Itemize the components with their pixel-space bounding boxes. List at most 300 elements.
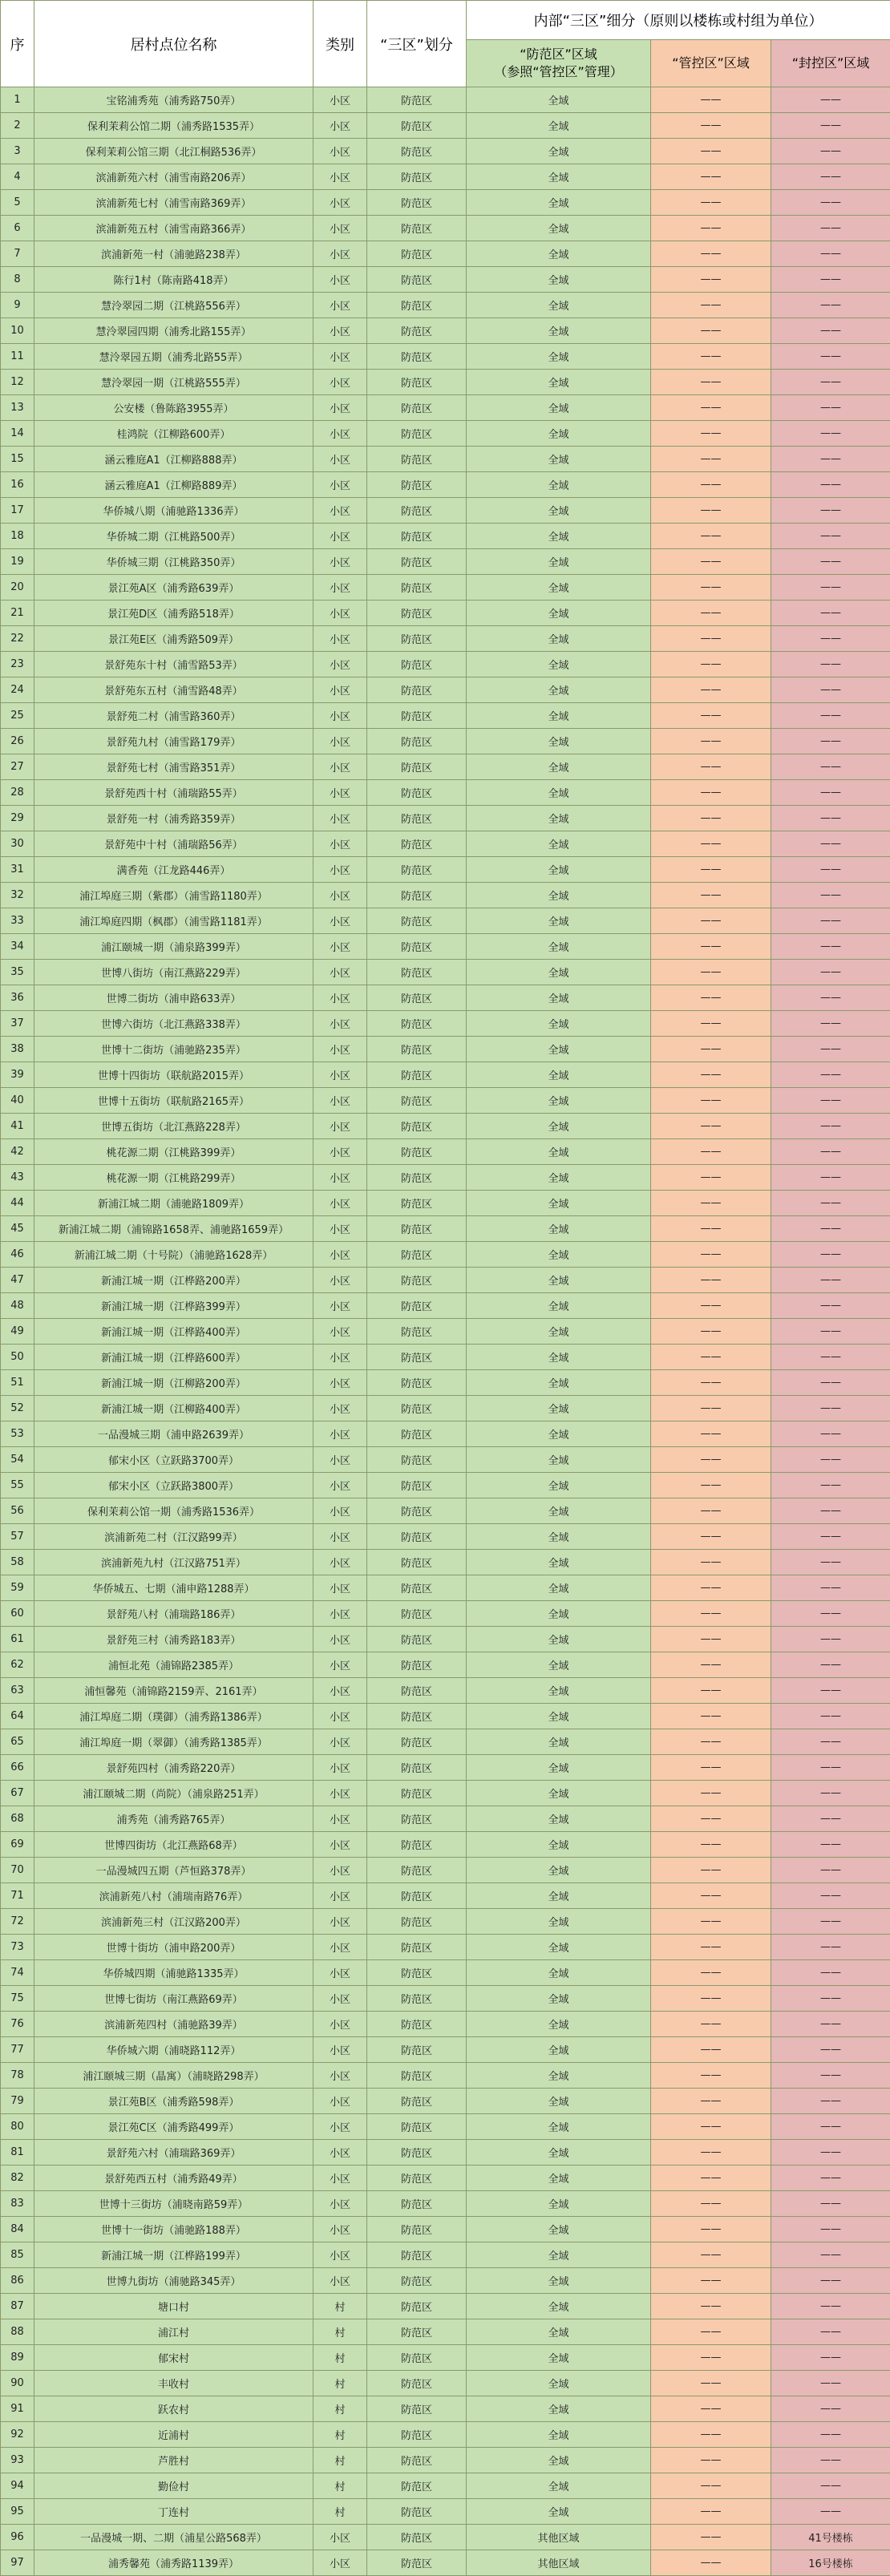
row-type: 小区 [314,985,367,1011]
row-zone: 防范区 [367,1421,467,1447]
row-zone: 防范区 [367,113,467,139]
row-precaution: 全域 [467,806,651,831]
row-name: 景江苑E区（浦秀路509弄） [34,626,314,652]
row-index: 49 [1,1319,34,1345]
row-zone: 防范区 [367,1473,467,1498]
row-name: 塘口村 [34,2294,314,2319]
row-name: 一品漫城四五期（芦恒路378弄） [34,1858,314,1883]
row-index: 17 [1,498,34,524]
row-zone: 防范区 [367,1011,467,1037]
row-control: —— [651,601,771,626]
row-lockdown: —— [771,1062,890,1088]
row-type: 小区 [314,2268,367,2294]
row-index: 43 [1,1165,34,1191]
row-zone: 防范区 [367,1114,467,1139]
row-precaution: 全域 [467,2037,651,2063]
row-precaution: 全域 [467,908,651,934]
row-type: 小区 [314,498,367,524]
row-name: 景舒苑六村（浦瑞路369弄） [34,2140,314,2166]
row-control: —— [651,2550,771,2576]
row-lockdown: —— [771,575,890,601]
row-index: 96 [1,2525,34,2550]
row-index: 72 [1,1909,34,1935]
row-control: —— [651,1062,771,1088]
row-type: 小区 [314,1191,367,1216]
row-precaution: 全域 [467,677,651,703]
row-type: 小区 [314,2140,367,2166]
row-index: 9 [1,293,34,318]
row-index: 79 [1,2089,34,2114]
row-zone: 防范区 [367,2037,467,2063]
row-precaution: 全域 [467,370,651,395]
row-lockdown: —— [771,1883,890,1909]
row-precaution: 全域 [467,1601,651,1627]
row-zone: 防范区 [367,2422,467,2448]
row-index: 28 [1,780,34,806]
table-row [1,1473,890,1498]
row-type: 小区 [314,1755,367,1781]
row-index: 13 [1,395,34,421]
table-row [1,652,890,677]
row-name: 景舒苑西五村（浦秀路49弄） [34,2166,314,2191]
row-type: 小区 [314,677,367,703]
row-zone: 防范区 [367,1986,467,2012]
row-lockdown: —— [771,1088,890,1114]
row-type: 小区 [314,2525,367,2550]
header-precaution [467,40,651,87]
row-index: 56 [1,1498,34,1524]
row-type: 小区 [314,1550,367,1575]
table-row [1,2294,890,2319]
row-lockdown: —— [771,498,890,524]
row-type: 小区 [314,780,367,806]
row-index: 84 [1,2217,34,2242]
row-control: —— [651,2345,771,2371]
row-precaution: 全域 [467,1498,651,1524]
row-zone: 防范区 [367,2242,467,2268]
table-row [1,293,890,318]
row-index: 15 [1,447,34,472]
row-precaution: 全域 [467,1755,651,1781]
row-precaution: 全域 [467,1062,651,1088]
row-lockdown: —— [771,1037,890,1062]
row-type: 村 [314,2371,367,2396]
table-row [1,1216,890,1242]
row-control: —— [651,164,771,190]
table-row [1,1319,890,1345]
row-zone: 防范区 [367,780,467,806]
row-control: —— [651,1268,771,1293]
row-control: —— [651,2422,771,2448]
row-lockdown: —— [771,2037,890,2063]
row-zone: 防范区 [367,908,467,934]
row-lockdown: —— [771,934,890,960]
table-row [1,1575,890,1601]
row-name: 慧泠翠园一期（江桃路555弄） [34,370,314,395]
row-control: —— [651,293,771,318]
row-control: —— [651,1447,771,1473]
row-index: 97 [1,2550,34,2576]
row-name: 新浦江城一期（江桦路199弄） [34,2242,314,2268]
row-control: —— [651,1858,771,1883]
table-row [1,806,890,831]
row-type: 小区 [314,2550,367,2576]
table-row [1,883,890,908]
row-zone: 防范区 [367,370,467,395]
row-index: 93 [1,2448,34,2473]
row-lockdown: —— [771,524,890,549]
row-control: —— [651,1165,771,1191]
row-zone: 防范区 [367,1678,467,1704]
row-zone: 防范区 [367,1088,467,1114]
row-zone: 防范区 [367,87,467,113]
row-lockdown: —— [771,652,890,677]
row-type: 小区 [314,1216,367,1242]
row-precaution: 全域 [467,780,651,806]
row-index: 59 [1,1575,34,1601]
row-name: 景舒苑四村（浦秀路220弄） [34,1755,314,1781]
row-lockdown: —— [771,1268,890,1293]
row-precaution: 全域 [467,318,651,344]
row-control: —— [651,806,771,831]
row-type: 小区 [314,1345,367,1370]
row-type: 小区 [314,1704,367,1729]
row-precaution: 全域 [467,2089,651,2114]
row-precaution: 全域 [467,216,651,241]
row-type: 小区 [314,1114,367,1139]
row-lockdown: —— [771,1832,890,1858]
table-row [1,1524,890,1550]
row-precaution: 全域 [467,1550,651,1575]
table-row [1,370,890,395]
row-precaution: 全域 [467,139,651,164]
row-type: 小区 [314,857,367,883]
row-lockdown: —— [771,2166,890,2191]
row-type: 小区 [314,1421,367,1447]
row-name: 景舒苑七村（浦雪路351弄） [34,754,314,780]
row-precaution: 全域 [467,1704,651,1729]
row-lockdown: —— [771,2089,890,2114]
row-control: —— [651,652,771,677]
row-index: 38 [1,1037,34,1062]
row-zone: 防范区 [367,1062,467,1088]
row-name: 滨浦新苑一村（浦驰路238弄） [34,241,314,267]
row-type: 小区 [314,1729,367,1755]
row-zone: 防范区 [367,2012,467,2037]
row-precaution: 全域 [467,1139,651,1165]
row-index: 40 [1,1088,34,1114]
row-index: 61 [1,1627,34,1652]
table-row [1,2422,890,2448]
row-lockdown: —— [771,883,890,908]
row-zone: 防范区 [367,1319,467,1345]
row-name: 滨浦新苑七村（浦雪南路369弄） [34,190,314,216]
row-lockdown: —— [771,1652,890,1678]
row-lockdown: —— [771,2473,890,2499]
row-type: 小区 [314,164,367,190]
table-row [1,1370,890,1396]
row-lockdown: —— [771,395,890,421]
table-row [1,1858,890,1883]
row-index: 76 [1,2012,34,2037]
row-type: 小区 [314,2012,367,2037]
table-row [1,1011,890,1037]
row-precaution: 全域 [467,1447,651,1473]
table-row [1,1883,890,1909]
row-name: 世博六街坊（北江燕路338弄） [34,1011,314,1037]
row-type: 小区 [314,2063,367,2089]
row-name: 浦江埠庭一期（翠御）（浦秀路1385弄） [34,1729,314,1755]
row-index: 89 [1,2345,34,2371]
row-name: 世博七街坊（南江燕路69弄） [34,1986,314,2012]
row-precaution: 全域 [467,2396,651,2422]
row-control: —— [651,524,771,549]
row-zone: 防范区 [367,190,467,216]
row-zone: 防范区 [367,1242,467,1268]
row-name: 滨浦新苑二村（江汉路99弄） [34,1524,314,1550]
row-precaution: 全域 [467,2422,651,2448]
row-index: 22 [1,626,34,652]
row-name: 景舒苑二村（浦雪路360弄） [34,703,314,729]
row-type: 小区 [314,2166,367,2191]
row-control: —— [651,2371,771,2396]
row-lockdown: —— [771,1729,890,1755]
row-name: 华侨城二期（江桃路500弄） [34,524,314,549]
row-lockdown: —— [771,908,890,934]
table-row [1,703,890,729]
row-index: 82 [1,2166,34,2191]
row-name: 景舒苑一村（浦秀路359弄） [34,806,314,831]
row-control: —— [651,139,771,164]
table-row [1,1191,890,1216]
row-control: —— [651,2448,771,2473]
row-index: 12 [1,370,34,395]
row-lockdown: —— [771,318,890,344]
row-zone: 防范区 [367,2217,467,2242]
row-precaution: 全域 [467,1883,651,1909]
row-control: —— [651,113,771,139]
row-lockdown: —— [771,1216,890,1242]
row-control: —— [651,1986,771,2012]
table-row [1,139,890,164]
row-name: 桃花源一期（江桃路299弄） [34,1165,314,1191]
row-index: 32 [1,883,34,908]
row-zone: 防范区 [367,1268,467,1293]
row-type: 小区 [314,318,367,344]
row-lockdown: —— [771,2499,890,2525]
table-row [1,1498,890,1524]
row-control: —— [651,1935,771,1960]
row-index: 63 [1,1678,34,1704]
row-type: 小区 [314,1781,367,1806]
table-row [1,1832,890,1858]
row-control: —— [651,1781,771,1806]
row-index: 1 [1,87,34,113]
row-name: 景江苑C区（浦秀路499弄） [34,2114,314,2140]
row-type: 小区 [314,190,367,216]
row-name: 华侨城五、七期（浦申路1288弄） [34,1575,314,1601]
table-row [1,1268,890,1293]
row-lockdown: —— [771,1935,890,1960]
row-control: —— [651,1473,771,1498]
row-index: 47 [1,1268,34,1293]
header-control: “管控区”区域 [651,40,771,87]
row-name: 郁宋小区（立跃路3800弄） [34,1473,314,1498]
row-control: —— [651,549,771,575]
row-lockdown: —— [771,1139,890,1165]
row-control: —— [651,2217,771,2242]
row-lockdown: —— [771,1242,890,1268]
row-name: 新浦江城一期（江桦路400弄） [34,1319,314,1345]
row-precaution: 全域 [467,190,651,216]
row-precaution: 全域 [467,729,651,754]
row-name: 华侨城四期（浦驰路1335弄） [34,1960,314,1986]
row-lockdown: —— [771,1704,890,1729]
row-precaution: 全域 [467,1935,651,1960]
row-precaution: 全域 [467,164,651,190]
row-type: 小区 [314,1062,367,1088]
row-zone: 防范区 [367,2166,467,2191]
row-lockdown: —— [771,1396,890,1421]
row-lockdown: —— [771,1960,890,1986]
row-index: 66 [1,1755,34,1781]
row-control: —— [651,1139,771,1165]
row-type: 小区 [314,2217,367,2242]
row-index: 67 [1,1781,34,1806]
row-index: 11 [1,344,34,370]
row-lockdown: —— [771,1575,890,1601]
row-lockdown: —— [771,1191,890,1216]
row-lockdown: —— [771,2114,890,2140]
row-name: 华侨城三期（江桃路350弄） [34,549,314,575]
row-name: 一品漫城一期、二期（浦星公路568弄） [34,2525,314,2550]
table-row [1,908,890,934]
row-lockdown: —— [771,549,890,575]
row-precaution: 全域 [467,1114,651,1139]
row-name: 世博十四街坊（联航路2015弄） [34,1062,314,1088]
row-precaution: 全域 [467,754,651,780]
row-precaution: 全域 [467,1319,651,1345]
row-type: 小区 [314,575,367,601]
row-name: 华侨城六期（浦晓路112弄） [34,2037,314,2063]
row-zone: 防范区 [367,2114,467,2140]
row-type: 小区 [314,2242,367,2268]
row-index: 5 [1,190,34,216]
row-index: 70 [1,1858,34,1883]
row-lockdown: —— [771,2140,890,2166]
row-type: 小区 [314,729,367,754]
row-zone: 防范区 [367,677,467,703]
row-zone: 防范区 [367,985,467,1011]
table-row [1,164,890,190]
row-zone: 防范区 [367,652,467,677]
row-name: 丁连村 [34,2499,314,2525]
header-detail: 内部“三区”细分（原则以楼栋或村组为单位） [467,1,890,40]
row-control: —— [651,87,771,113]
row-index: 19 [1,549,34,575]
row-type: 小区 [314,1319,367,1345]
row-zone: 防范区 [367,2371,467,2396]
row-control: —— [651,1345,771,1370]
row-precaution: 全域 [467,2063,651,2089]
row-zone: 防范区 [367,2063,467,2089]
row-control: —— [651,395,771,421]
row-lockdown: —— [771,1627,890,1652]
row-control: —— [651,1909,771,1935]
row-control: —— [651,1832,771,1858]
row-zone: 防范区 [367,1729,467,1755]
table-row [1,2037,890,2063]
row-zone: 防范区 [367,1704,467,1729]
row-type: 小区 [314,524,367,549]
row-name: 慧泠翠园二期（江桃路556弄） [34,293,314,318]
row-type: 小区 [314,1960,367,1986]
table-row [1,421,890,447]
header-precaution-line1: “防范区”区域 [520,47,597,62]
row-zone: 防范区 [367,729,467,754]
row-lockdown: —— [771,729,890,754]
row-name: 浦秀苑（浦秀路765弄） [34,1806,314,1832]
row-name: 滨浦新苑五村（浦雪南路366弄） [34,216,314,241]
table-row [1,216,890,241]
row-zone: 防范区 [367,2268,467,2294]
row-control: —— [651,908,771,934]
row-type: 小区 [314,2114,367,2140]
row-index: 41 [1,1114,34,1139]
row-index: 88 [1,2319,34,2345]
row-control: —— [651,575,771,601]
table-header [1,1,890,87]
row-precaution: 全域 [467,524,651,549]
row-type: 小区 [314,395,367,421]
row-index: 48 [1,1293,34,1319]
row-type: 村 [314,2345,367,2371]
row-index: 65 [1,1729,34,1755]
row-index: 77 [1,2037,34,2063]
row-zone: 防范区 [367,1627,467,1652]
row-name: 滨浦新苑九村（江汉路751弄） [34,1550,314,1575]
row-lockdown: —— [771,1498,890,1524]
table-row [1,1242,890,1268]
row-precaution: 全域 [467,1652,651,1678]
row-lockdown: —— [771,267,890,293]
row-index: 75 [1,1986,34,2012]
row-precaution: 全域 [467,1293,651,1319]
row-name: 浦江颐城一期（浦泉路399弄） [34,934,314,960]
row-control: —— [651,934,771,960]
table-row [1,524,890,549]
row-zone: 防范区 [367,1165,467,1191]
row-index: 14 [1,421,34,447]
row-zone: 防范区 [367,1960,467,1986]
row-control: —— [651,1678,771,1704]
row-index: 18 [1,524,34,549]
row-lockdown: —— [771,164,890,190]
table-row [1,754,890,780]
row-type: 小区 [314,549,367,575]
row-control: —— [651,2037,771,2063]
table-row [1,1114,890,1139]
row-name: 华侨城八期（浦驰路1336弄） [34,498,314,524]
row-name: 世博十五街坊（联航路2165弄） [34,1088,314,1114]
row-zone: 防范区 [367,1370,467,1396]
row-index: 95 [1,2499,34,2525]
row-precaution: 全域 [467,1806,651,1832]
row-control: —— [651,1216,771,1242]
row-index: 68 [1,1806,34,1832]
row-lockdown: —— [771,1165,890,1191]
row-name: 新浦江城一期（江桦路399弄） [34,1293,314,1319]
